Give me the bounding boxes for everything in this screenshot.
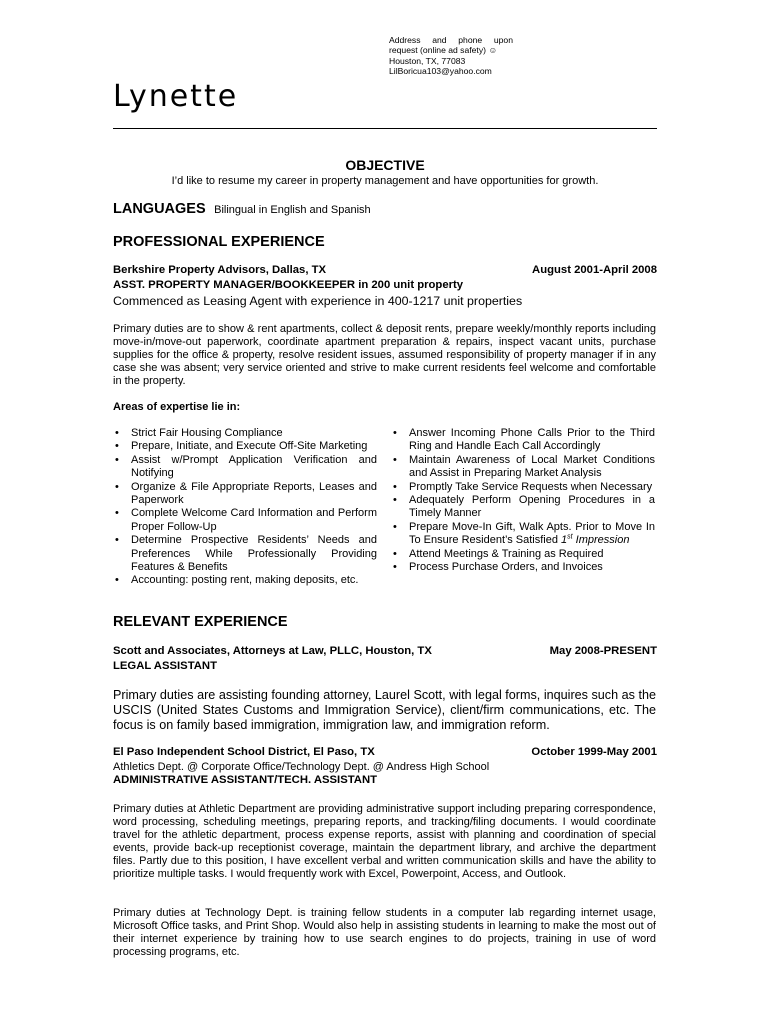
company-name: Scott and Associates, Attorneys at Law, PLLC, Houston, TX [113, 645, 432, 657]
job-title: ASST. PROPERTY MANAGER/BOOKKEEPER in 200 unit property [113, 279, 464, 291]
company-name: Berkshire Property Advisors, Dallas, TX [113, 264, 327, 276]
contact-line-2: request (online ad safety) ☺ [389, 45, 498, 56]
job-dates: October 1999-May 2001 [531, 746, 657, 758]
contact-city: Houston, TX, 77083 [389, 55, 466, 66]
company-name: El Paso Independent School District, El Paso, TX [113, 746, 375, 758]
list-item: • Strict Fair Housing Compliance [113, 427, 377, 440]
header-divider [113, 128, 657, 129]
job-dates: August 2001-April 2008 [532, 264, 657, 276]
list-item: • Determine Prospective Residents’ Needs and Preferences While Professionally Providing Features & Benefits [113, 534, 377, 574]
relevant-experience-heading: RELEVANT EXPERIENCE [113, 614, 288, 630]
list-item: • Prepare, Initiate, and Execute Off-Site Marketing [113, 440, 377, 453]
job-header-scott [113, 645, 657, 657]
job-duties: Primary duties are to show & rent apartments, collect & deposit rents, prepare weekly/monthly reports including move-in/move-out paperwork, coordinate apartment preparation & repairs, inspect vacant units, purchase supplies for the office & property, resolve resident issues, assumed responsibility of property manager if in any case she was absent; very service oriented and strive to make current residents feel welcome and comfortable in the property. [113, 323, 656, 387]
job-subtitle: Commenced as Leasing Agent with experience in 400-1217 unit properties [113, 294, 523, 308]
job-subtitle: Athletics Dept. @ Corporate Office/Technology Dept. @ Andress High School [113, 761, 490, 773]
contact-line-1: Address and phone upon [389, 35, 513, 45]
languages-heading: LANGUAGES [113, 201, 206, 217]
job-title: LEGAL ASSISTANT [113, 660, 217, 672]
smiley-icon: ☺ [488, 45, 498, 56]
list-item: • Organize & File Appropriate Reports, Leases and Paperwork [113, 481, 377, 508]
professional-experience-heading: PROFESSIONAL EXPERIENCE [113, 234, 325, 250]
list-item: • Accounting: posting rent, making deposits, etc. [113, 574, 377, 587]
list-item: • Attend Meetings & Training as Required [391, 548, 655, 561]
expertise-list-right [391, 427, 655, 574]
job-duties: Primary duties are assisting founding attorney, Laurel Scott, with legal forms, inquires such as the USCIS (United States Customs and Immigration Service), client/firm communications, etc. The focus is on family based immigration, immigration law, and immigration reform. [113, 688, 656, 732]
job-header-berkshire [113, 264, 657, 276]
list-item: • Process Purchase Orders, and Invoices [391, 561, 655, 574]
job-title: ADMINISTRATIVE ASSISTANT/TECH. ASSISTANT [113, 774, 378, 786]
expertise-list-left [113, 427, 377, 588]
list-item: • Answer Incoming Phone Calls Prior to the Third Ring and Handle Each Call Accordingly [391, 427, 655, 454]
list-item: • Promptly Take Service Requests when Necessary [391, 481, 655, 494]
list-item: • Complete Welcome Card Information and Perform Proper Follow-Up [113, 507, 377, 534]
contact-block [389, 35, 513, 77]
job-duties-technology: Primary duties at Technology Dept. is training fellow students in a computer lab regarding internet usage, Microsoft Office tasks, and Print Shop. Would also help in assisting students in learning to make the most out of their internet experience by training how to use search engines to do projects, training in use of word processing programs, etc. [113, 907, 656, 958]
job-dates: May 2008-PRESENT [549, 645, 657, 657]
list-item: • Adequately Perform Opening Procedures in a Timely Manner [391, 494, 655, 521]
job-duties-athletic: Primary duties at Athletic Department are providing administrative support including preparing correspondence, word processing, scheduling meetings, preparing reports, and tracking/filing documents. I would coordinate travel for the athletic department, process expense reports, assist with planning and coordination of special events, provide back-up receptionist coverage, maintain the department library, and archive the department files. Partly due to this position, I have excellent verbal and written communication skills and have the ability to prioritize multiple tasks. I would frequently work with Excel, Powerpoint, Access, and Outlook. [113, 803, 656, 880]
contact-email: LilBoricua103@yahoo.com [389, 66, 492, 77]
languages-line [113, 200, 371, 218]
languages-text: Bilingual in English and Spanish [214, 204, 371, 216]
list-item: • Maintain Awareness of Local Market Conditions and Assist in Preparing Market Analysis [391, 454, 655, 481]
expertise-heading: Areas of expertise lie in: [113, 401, 241, 413]
objective-text: I’d like to resume my career in property management and have opportunities for growth. [171, 175, 599, 187]
list-item: • Assist w/Prompt Application Verification and Notifying [113, 454, 377, 481]
applicant-name: Lynette [113, 79, 239, 114]
job-header-elpaso [113, 746, 657, 758]
list-item: • Prepare Move-In Gift, Walk Apts. Prior to Move In To Ensure Resident’s Satisfied 1st Impression [391, 521, 655, 548]
objective-heading: OBJECTIVE [345, 157, 425, 173]
